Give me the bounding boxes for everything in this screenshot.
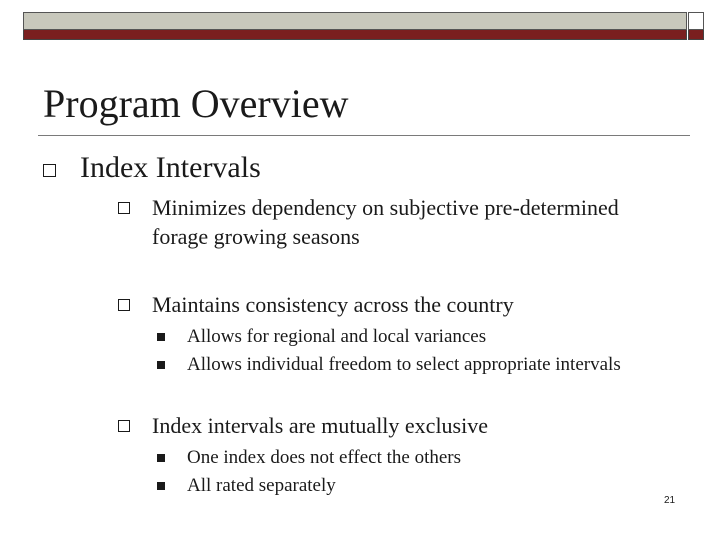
- header-bar-red: [23, 30, 687, 40]
- point-3-sub-2: All rated separately: [187, 475, 336, 496]
- page-number: 21: [664, 495, 676, 506]
- hollow-square-icon: [118, 202, 130, 214]
- point-3-text: Index intervals are mutually exclusive: [152, 413, 488, 438]
- hollow-square-icon: [118, 299, 130, 311]
- filled-square-icon: [157, 333, 165, 341]
- bullet-index-intervals: Index Intervals: [80, 151, 261, 184]
- title-divider: [38, 135, 690, 136]
- point-2-sub-2: Allows individual freedom to select appropriate intervals: [187, 354, 621, 375]
- point-1-line-1: Minimizes dependency on subjective pre-determined: [152, 195, 619, 220]
- hollow-square-icon: [43, 164, 56, 177]
- point-2-sub-1: Allows for regional and local variances: [187, 326, 487, 347]
- filled-square-icon: [157, 361, 165, 369]
- header-corner-box: [688, 12, 704, 30]
- point-2-text: Maintains consistency across the country: [152, 292, 514, 317]
- point-3-sub-1: One index does not effect the others: [187, 447, 462, 468]
- point-1-line-2: forage growing seasons: [152, 224, 360, 249]
- header-corner-red: [688, 30, 704, 40]
- hollow-square-icon: [118, 420, 130, 432]
- slide-title: Program Overview: [43, 81, 349, 126]
- header-bar-gray: [23, 12, 687, 30]
- filled-square-icon: [157, 454, 165, 462]
- filled-square-icon: [157, 482, 165, 490]
